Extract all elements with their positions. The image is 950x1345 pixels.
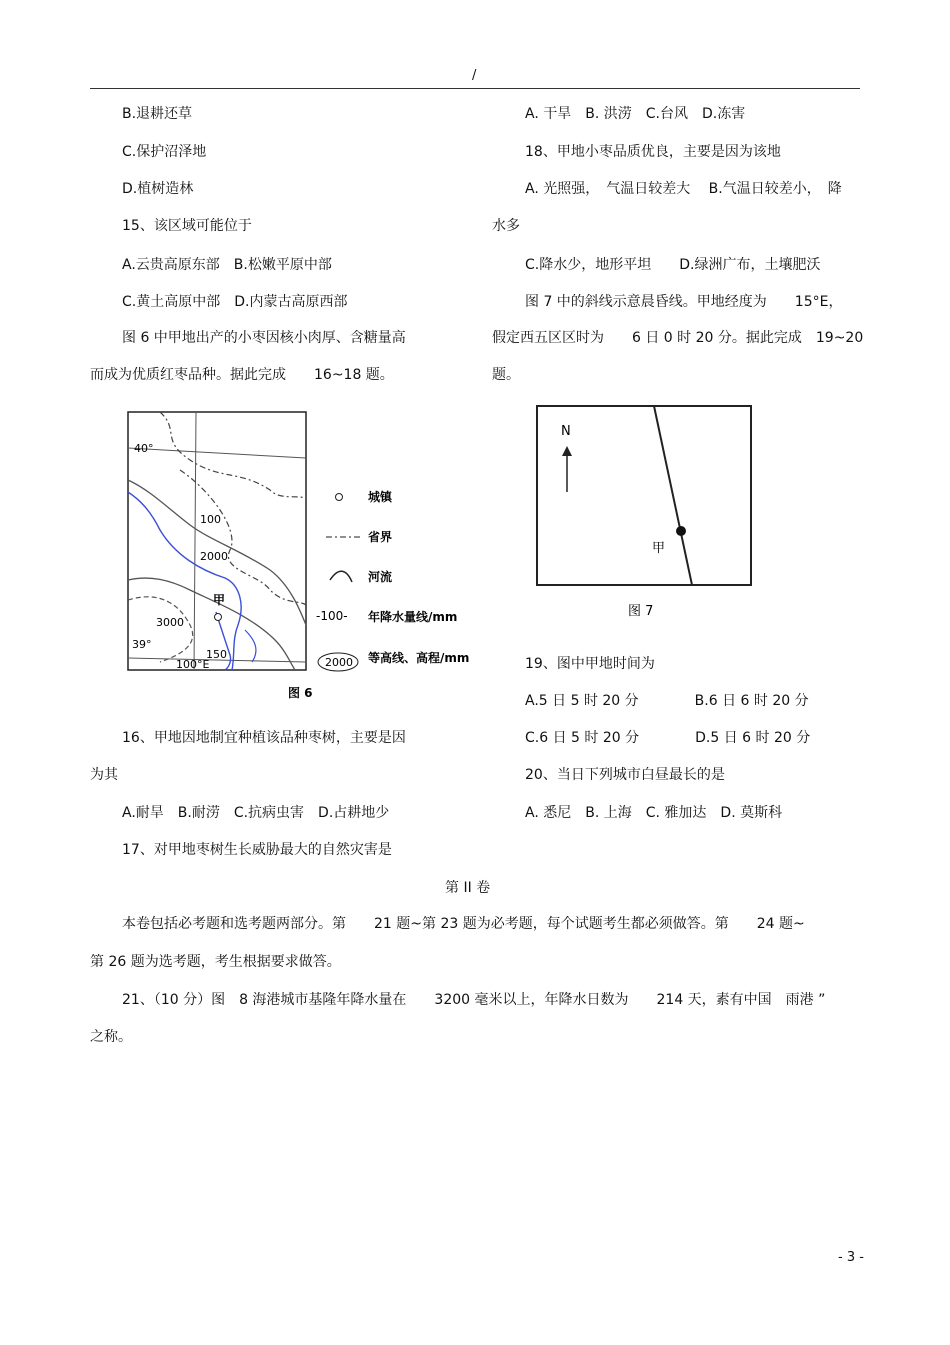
fig7-intro-line2: 假定西五区区时为 6 日 0 时 20 分。据此完成 19~20: [492, 330, 864, 346]
river-tributary: [245, 630, 256, 662]
contour-100-label: 100: [200, 513, 221, 526]
fig6-intro-line1: 图 6 中甲地出产的小枣因核小肉厚、含糖量高: [122, 330, 406, 346]
question-21-line1: 21、（10 分）图 8 海港城市基隆年降水量在 3200 毫米以上，年降水日数为 214 天，素有中国 雨港 ”: [122, 992, 826, 1008]
figure-6-map: [120, 400, 490, 710]
longitude-100-line: [194, 412, 196, 670]
question-17-options: A. 干旱 B. 洪涝 C.台风 D.冻害: [525, 106, 746, 122]
figure-7-caption: 图 7: [628, 604, 654, 619]
question-15-options-ab: A.云贵高原东部 B.松嫩平原中部: [122, 257, 332, 273]
legend-precip-sample: -100-: [316, 609, 348, 623]
latitude-40-line: [128, 448, 306, 458]
terminator-line: [654, 406, 692, 585]
legend-contour: 等高线、高程/mm: [368, 651, 470, 665]
legend-boundary: 省界: [368, 530, 393, 544]
option-c-protect-marsh: C.保护沼泽地: [122, 144, 207, 160]
jia-point: [676, 526, 686, 536]
legend-town: 城镇: [368, 490, 393, 504]
page-number: - 3 -: [838, 1250, 864, 1265]
option-d-afforestation: D.植树造林: [122, 181, 194, 197]
question-19-options-cd: C.6 日 5 时 20 分 D.5 日 6 时 20 分: [525, 730, 811, 746]
section-2-title: 第 II 卷: [445, 880, 491, 896]
legend-river: 河流: [368, 570, 393, 584]
place-jia-label: 甲: [213, 593, 226, 607]
question-21-line2: 之称。: [90, 1029, 132, 1045]
legend-town-icon: [336, 494, 343, 501]
figure-6-caption: 图 6: [288, 686, 313, 700]
contour-3000-label: 3000: [156, 616, 184, 629]
lat40-label: 40°: [134, 442, 154, 455]
section-2-para-line2: 第 26 题为选考题，考生根据要求做答。: [90, 954, 341, 970]
question-19-options-ab: A.5 日 5 时 20 分 B.6 日 6 时 20 分: [525, 693, 809, 709]
question-17: 17、对甲地枣树生长威胁最大的自然灾害是: [122, 842, 392, 858]
lon100-label: 100°E: [176, 658, 210, 671]
town-marker: [215, 614, 222, 621]
question-18: 18、甲地小枣品质优良，主要是因为该地: [525, 144, 781, 160]
fig7-intro-line3: 题。: [492, 367, 520, 383]
figure-7-diagram: [530, 400, 760, 630]
fig6-intro-line2: 而成为优质红枣品种。据此完成 16~18 题。: [90, 367, 394, 383]
option-b-return-grassland: B.退耕还草: [122, 106, 193, 122]
header-rule: [90, 88, 860, 89]
question-18-options-cd: C.降水少，地形平坦 D.绿洲广布，土壤肥沃: [525, 257, 821, 273]
lat39-label: 39°: [132, 638, 152, 651]
legend-river-icon: [330, 571, 352, 582]
north-arrow-icon: [562, 446, 572, 456]
question-20: 20、当日下列城市白昼最长的是: [525, 767, 725, 783]
fig7-intro-line1: 图 7 中的斜线示意晨昏线。甲地经度为 15°E，: [525, 294, 843, 310]
question-16-line1: 16、甲地因地制宜种植该品种枣树，主要是因: [122, 730, 406, 746]
question-16-options: A.耐旱 B.耐涝 C.抗病虫害 D.占耕地少: [122, 805, 390, 821]
question-18-options-ab-cont: 水多: [492, 218, 520, 234]
question-15: 15、该区域可能位于: [122, 218, 252, 234]
question-18-options-ab: A. 光照强， 气温日较差大 B.气温日较差小， 降: [525, 181, 842, 197]
header-mark: /: [472, 68, 477, 83]
fig7-place-label: 甲: [652, 541, 666, 556]
question-19: 19、图中甲地时间为: [525, 656, 655, 672]
province-boundary: [160, 412, 306, 498]
province-boundary-2: [180, 470, 306, 605]
legend-contour-sample: 2000: [325, 656, 353, 669]
question-15-options-cd: C.黄土高原中部 D.内蒙古高原西部: [122, 294, 348, 310]
question-16-line2: 为其: [90, 767, 118, 783]
legend-precip: 年降水量线/mm: [368, 610, 458, 624]
isoline-150-label: 150: [206, 648, 227, 661]
precipitation-isoline: [128, 597, 193, 662]
section-2-para-line1: 本卷包括必考题和选考题两部分。第 21 题~第 23 题为必考题，每个试题考生都必须做答。第 24 题~: [122, 916, 805, 932]
north-label: N: [561, 424, 571, 439]
contour-2000-label: 2000: [200, 550, 228, 563]
question-20-options: A. 悉尼 B. 上海 C. 雅加达 D. 莫斯科: [525, 805, 783, 821]
